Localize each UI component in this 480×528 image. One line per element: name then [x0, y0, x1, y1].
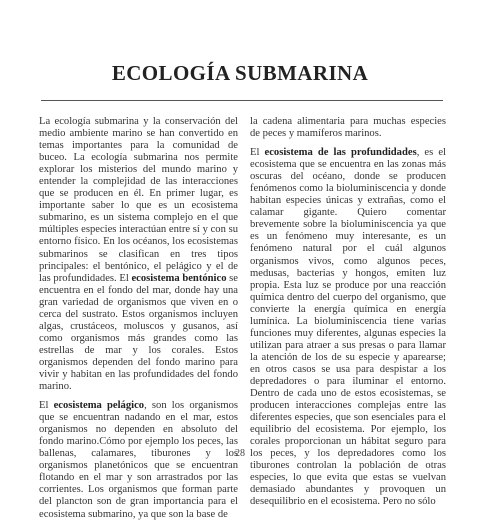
paragraph-text: El [250, 147, 265, 159]
page-title: ECOLOGÍA SUBMARINA [111, 61, 369, 85]
paragraph-cadena-alimentaria: la cadena alimentaria para muchas especies de peces y mamíferos marinos. [250, 116, 446, 140]
paragraph-text: , es el ecosistema que se encuentra en las zonas más oscuras del océano, donde se producen fenómenos como la bioluminiscencia y donde habitan especies únicas y extrañas, como el calamar gigante. Quiero comentar brevemente sobre la bioluminiscencia ya que es un fenómeno muy interesante, es un fenómeno natural por el cuál algunos organismos vivos, como algunos peces, medusas, bacterias y hongos, emiten luz propia. Esta luz se produce por una reacción química dentro del cuerpo del organismo, que convierte la energía química en energía lumínica. La bioluminiscencia tiene varias funciones muy diferentes, algunas especies la utilizan para atraer a sus presas o para llamar la atención de los de su especie y aparearse; en otros casos se usa para despistar a los depredadores o para iluminar el entorno. Dentro de cada uno de estos ecosistemas, se producen interacciones complejas entre las diferentes especies, que son esenciales para el equilibrio del ecosistema. Por ejemplo, los corales proporcionan un hábitat seguro para los peces, y los depredadores como los tiburones controlan la población de otras especies, lo que evita que estas se vuelvan demasiado abundantes y provoquen un desequilibrio en el ecosistema. Pero no sólo [250, 147, 446, 508]
term-ecosistema-pelagico: ecosistema pelágico [53, 400, 145, 412]
paragraph-text: se encuentra en el fondo del mar, donde hay una gran variedad de organismos que viven en o cerca del sustrato. Estos organismos incluyen algas, crustáceos, moluscos y gusanos, así como organismos más grandes como las estrellas de mar y los corales. Estos organismos dependen del fondo marino para vivir y habitan en las profundidades del fondo marino. [39, 272, 238, 393]
term-ecosistema-bentonico: ecosistema bentónico [131, 272, 227, 284]
left-column [39, 116, 238, 528]
title-divider [41, 100, 443, 101]
paragraph-ecologia-intro [39, 116, 238, 393]
page-number: 28 [235, 448, 245, 459]
paragraph-ecosistema-pelagico [39, 400, 238, 520]
paragraph-text: , son los organismos que se encuentran nadando en el mar, estos organismos no dependen en absoluto del fondo marino.Cómo por ejemplo los peces, las ballenas, calamares, tiburones y los organismos planetónicos que se encuentran flotando en el mar y son arrastrados por las corrientes. Los organismos que forman parte del plancton son de gran importancia para el ecosistema submarino, ya que son la base de [39, 400, 238, 520]
paragraph-text: El [39, 400, 54, 412]
paragraph-text: La ecología submarina y la conservación del medio ambiente marino se han convertido en temas importantes para la comunidad de buceo. La ecología submarina nos permite explorar los misterios del mundo marino y entender la complejidad de las interacciones que se producen en él. En primer lugar, es importante saber lo que es un ecosistema submarino, es un sistema complejo en el que múltiples especies interactúan entre sí y con su entorno físico. En los océanos, los ecosistemas submarinos se clasifican en tres tipos principales: el bentónico, el pelágico y el de las profundidades. El [39, 116, 238, 284]
term-ecosistema-profundidades: ecosistema de las profundidades [264, 147, 417, 159]
